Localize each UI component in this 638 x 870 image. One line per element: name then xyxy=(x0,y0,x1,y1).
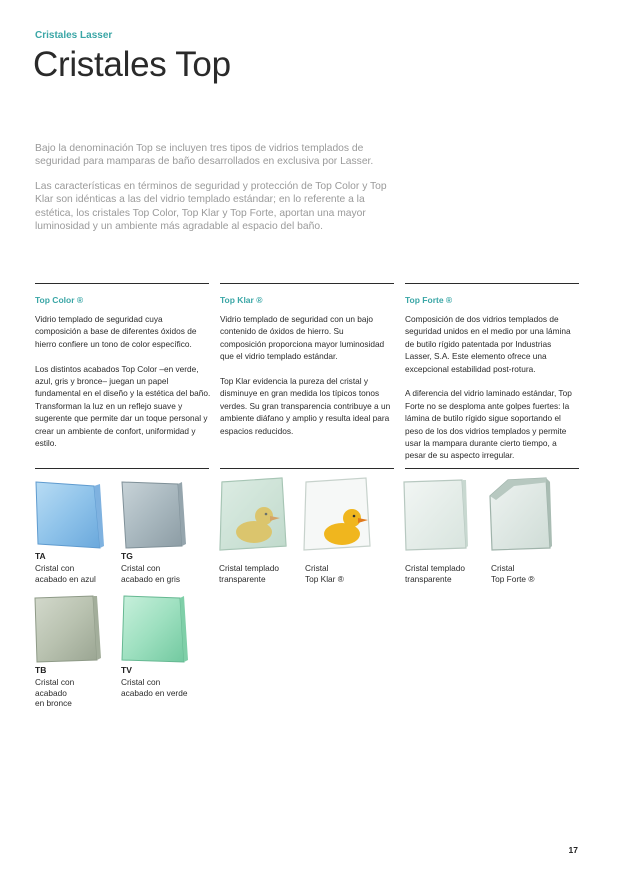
sample-caption-ta: Cristal con acabado en azul xyxy=(35,563,96,584)
sample-code-tv: TV xyxy=(121,665,132,675)
column-heading-top-color: Top Color ® xyxy=(35,295,84,305)
section-divider xyxy=(35,468,209,469)
brand-label: Cristales Lasser xyxy=(35,30,113,41)
sample-caption-klar-standard: Cristal templado transparente xyxy=(219,563,279,584)
glass-sample-grey xyxy=(120,480,190,550)
column-text-top-forte xyxy=(405,313,577,474)
column-divider xyxy=(220,283,394,284)
paragraph: Vidrio templado de seguridad cuya composición a base de diferentes óxidos de hierro confiere un tono de color específico. xyxy=(35,314,197,349)
glass-sample-standard xyxy=(402,478,470,552)
sample-caption-tg: Cristal con acabado en gris xyxy=(121,563,181,584)
section-divider xyxy=(405,468,579,469)
glass-sample-top-forte xyxy=(486,476,556,554)
intro-paragraph-1: Bajo la denominación Top se incluyen tres tipos de vidrios templados de seguridad para mamparas de baño desarrollados en exclusiva por Lasser. xyxy=(35,143,374,168)
glass-sample-bronze xyxy=(33,594,103,666)
column-divider xyxy=(405,283,579,284)
glass-sample-blue xyxy=(34,480,104,550)
sample-caption-tv: Cristal con acabado en verde xyxy=(121,677,188,698)
column-heading-top-forte: Top Forte ® xyxy=(405,295,453,305)
column-text-top-klar xyxy=(220,313,392,449)
paragraph: Vidrio templado de seguridad con un bajo contenido de óxidos de hierro. Su composición proporciona mayor luminosidad que el vidrio templado estándar. xyxy=(220,314,385,362)
paragraph: A diferencia del vidrio laminado estándar, Top Forte no se desploma ante golpes fuertes: la lámina de butilo rígido sigue soportando el peso de los dos vidrios templados y permite usar la mampara durante cierto tiempo, a pesar de su aspecto irregular. xyxy=(405,388,572,461)
glass-sample-standard-with-duck xyxy=(218,476,290,554)
column-text-top-color xyxy=(35,313,211,462)
sample-caption-tb: Cristal con acabado en bronce xyxy=(35,677,75,709)
glass-sample-top-klar-with-duck xyxy=(302,476,374,554)
page-title: Cristales Top xyxy=(33,45,231,84)
sample-caption-forte-standard: Cristal templado transparente xyxy=(405,563,465,584)
sample-caption-top-forte: Cristal Top Forte ® xyxy=(491,563,535,584)
column-heading-top-klar: Top Klar ® xyxy=(220,295,263,305)
sample-code-tb: TB xyxy=(35,665,47,675)
glass-sample-green xyxy=(120,594,190,666)
sample-caption-top-klar: Cristal Top Klar ® xyxy=(305,563,344,584)
paragraph: Composición de dos vidrios templados de seguridad unidos en el medio por una lámina de butilo rígido patentada por Industrias Lasser, S.A. Este elemento ofrece una excepcional estabilidad post-rotura. xyxy=(405,314,571,374)
section-divider xyxy=(220,468,394,469)
intro-paragraph-2: Las características en términos de seguridad y protección de Top Color y Top Klar son idénticas a las del vidrio templado estándar; en lo referente a la estética, los cristales Top Color, Top Klar y Top Forte, aportan una mayor luminosidad y un ambiente más agradable al espacio del baño. xyxy=(35,181,387,233)
paragraph: Los distintos acabados Top Color –en verde, azul, gris y bronce– juegan un papel fundamental en el diseño y la estética del baño. Transforman la luz en un reflejo suave y sugerente que permite dar un toque personal y crear un ambiente de confort, uniformidad y estilo. xyxy=(35,363,211,449)
sample-code-tg: TG xyxy=(121,551,133,561)
paragraph: Top Klar evidencia la pureza del cristal y disminuye en gran medida los típicos tonos verdes. Su gran transparencia contribuye a un ambiente diáfano y amplio y resulta ideal para espacios reducidos. xyxy=(220,376,391,436)
page-number: 17 xyxy=(568,845,578,855)
sample-code-ta: TA xyxy=(35,551,46,561)
column-divider xyxy=(35,283,209,284)
